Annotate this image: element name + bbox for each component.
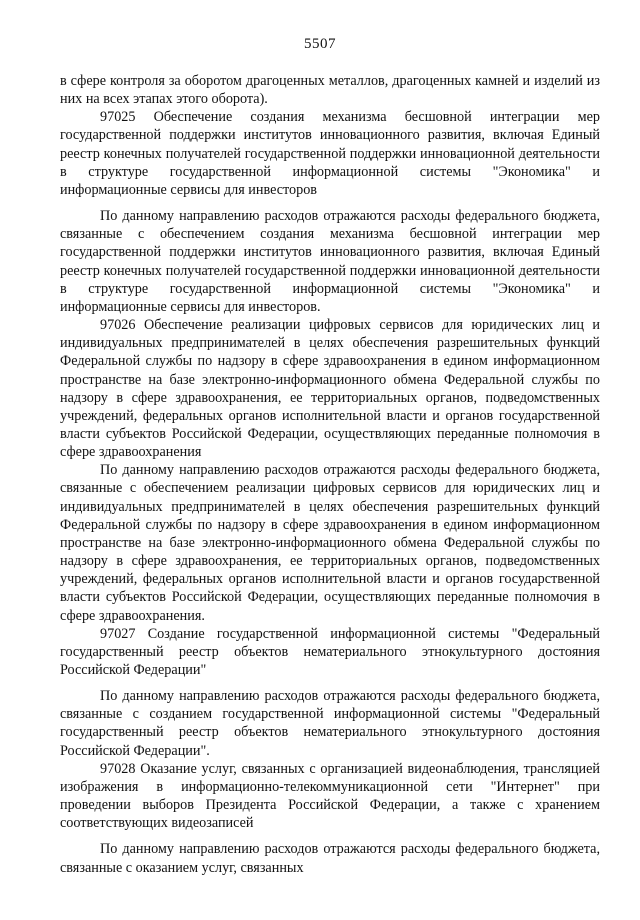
paragraph-97027-description: По данному направлению расходов отражаются расходы федерального бюджета, связанные с созданием государственной информационной системы "Федеральный государственный реестр объектов нематериального этнокультурного достояния Российской Федерации".	[60, 688, 600, 759]
paragraph-97025-description: По данному направлению расходов отражаются расходы федерального бюджета, связанные с обеспечением создания механизма бесшовной интеграции мер государственной поддержки институтов инновационного развития, включая Единый реестр конечных получателей государственной поддержки инновационной деятельности в структуре государственной информационной системы "Экономика" и информационные сервисы для инвесторов.	[60, 208, 600, 315]
paragraph-97025-heading: 97025 Обеспечение создания механизма бесшовной интеграции мер государственной поддержки институтов инновационного развития, включая Единый реестр конечных получателей государственной поддержки инновационной деятельности в структуре государственной информационной системы "Экономика" и информационные сервисы для инвесторов	[60, 109, 600, 198]
paragraph-continuation: в сфере контроля за оборотом драгоценных металлов, драгоценных камней и изделий из них на всех этапах этого оборота).	[60, 73, 600, 108]
paragraph-97028-description: По данному направлению расходов отражаются расходы федерального бюджета, связанные с оказанием услуг, связанных	[60, 841, 600, 876]
document-body	[60, 72, 600, 877]
paragraph-97028-heading: 97028 Оказание услуг, связанных с организацией видеонаблюдения, трансляцией изображения в информационно-телекоммуникационной сети "Интернет" при проведении выборов Президента Российской Федерации, а также с хранением соответствующих видеозаписей	[60, 760, 600, 832]
paragraph-97026-description: По данному направлению расходов отражаются расходы федерального бюджета, связанные с обеспечением реализации цифровых сервисов для юридических лиц и индивидуальных предпринимателей в целях обеспечения разрешительных функций Федеральной службы по надзору в сфере здравоохранения в едином информационном пространстве на базе электронно-информационного обмена Федеральной службы по надзору в сфере здравоохранения, ее территориальных органов, подведомственных учреждений, федеральных органов исполнительной власти и органов государственной власти субъектов Российской Федерации, осуществляющих переданные полномочия в сфере здравоохранения.	[60, 462, 600, 624]
paragraph-97026-heading: 97026 Обеспечение реализации цифровых сервисов для юридических лиц и индивидуальных предпринимателей в целях обеспечения разрешительных функций Федеральной службы по надзору в сфере здравоохранения в едином информационном пространстве на базе электронно-информационного обмена Федеральной службы по надзору в сфере здравоохранения, ее территориальных органов, подведомственных учреждений, федеральных органов исполнительной власти и органов государственной власти субъектов Российской Федерации, осуществляющих переданные полномочия в сфере здравоохранения	[60, 317, 600, 461]
page-number: 5507	[304, 36, 336, 52]
paragraph-97027-heading: 97027 Создание государственной информационной системы "Федеральный государственный реестр объектов нематериального этнокультурного достояния Российской Федерации"	[60, 625, 600, 678]
